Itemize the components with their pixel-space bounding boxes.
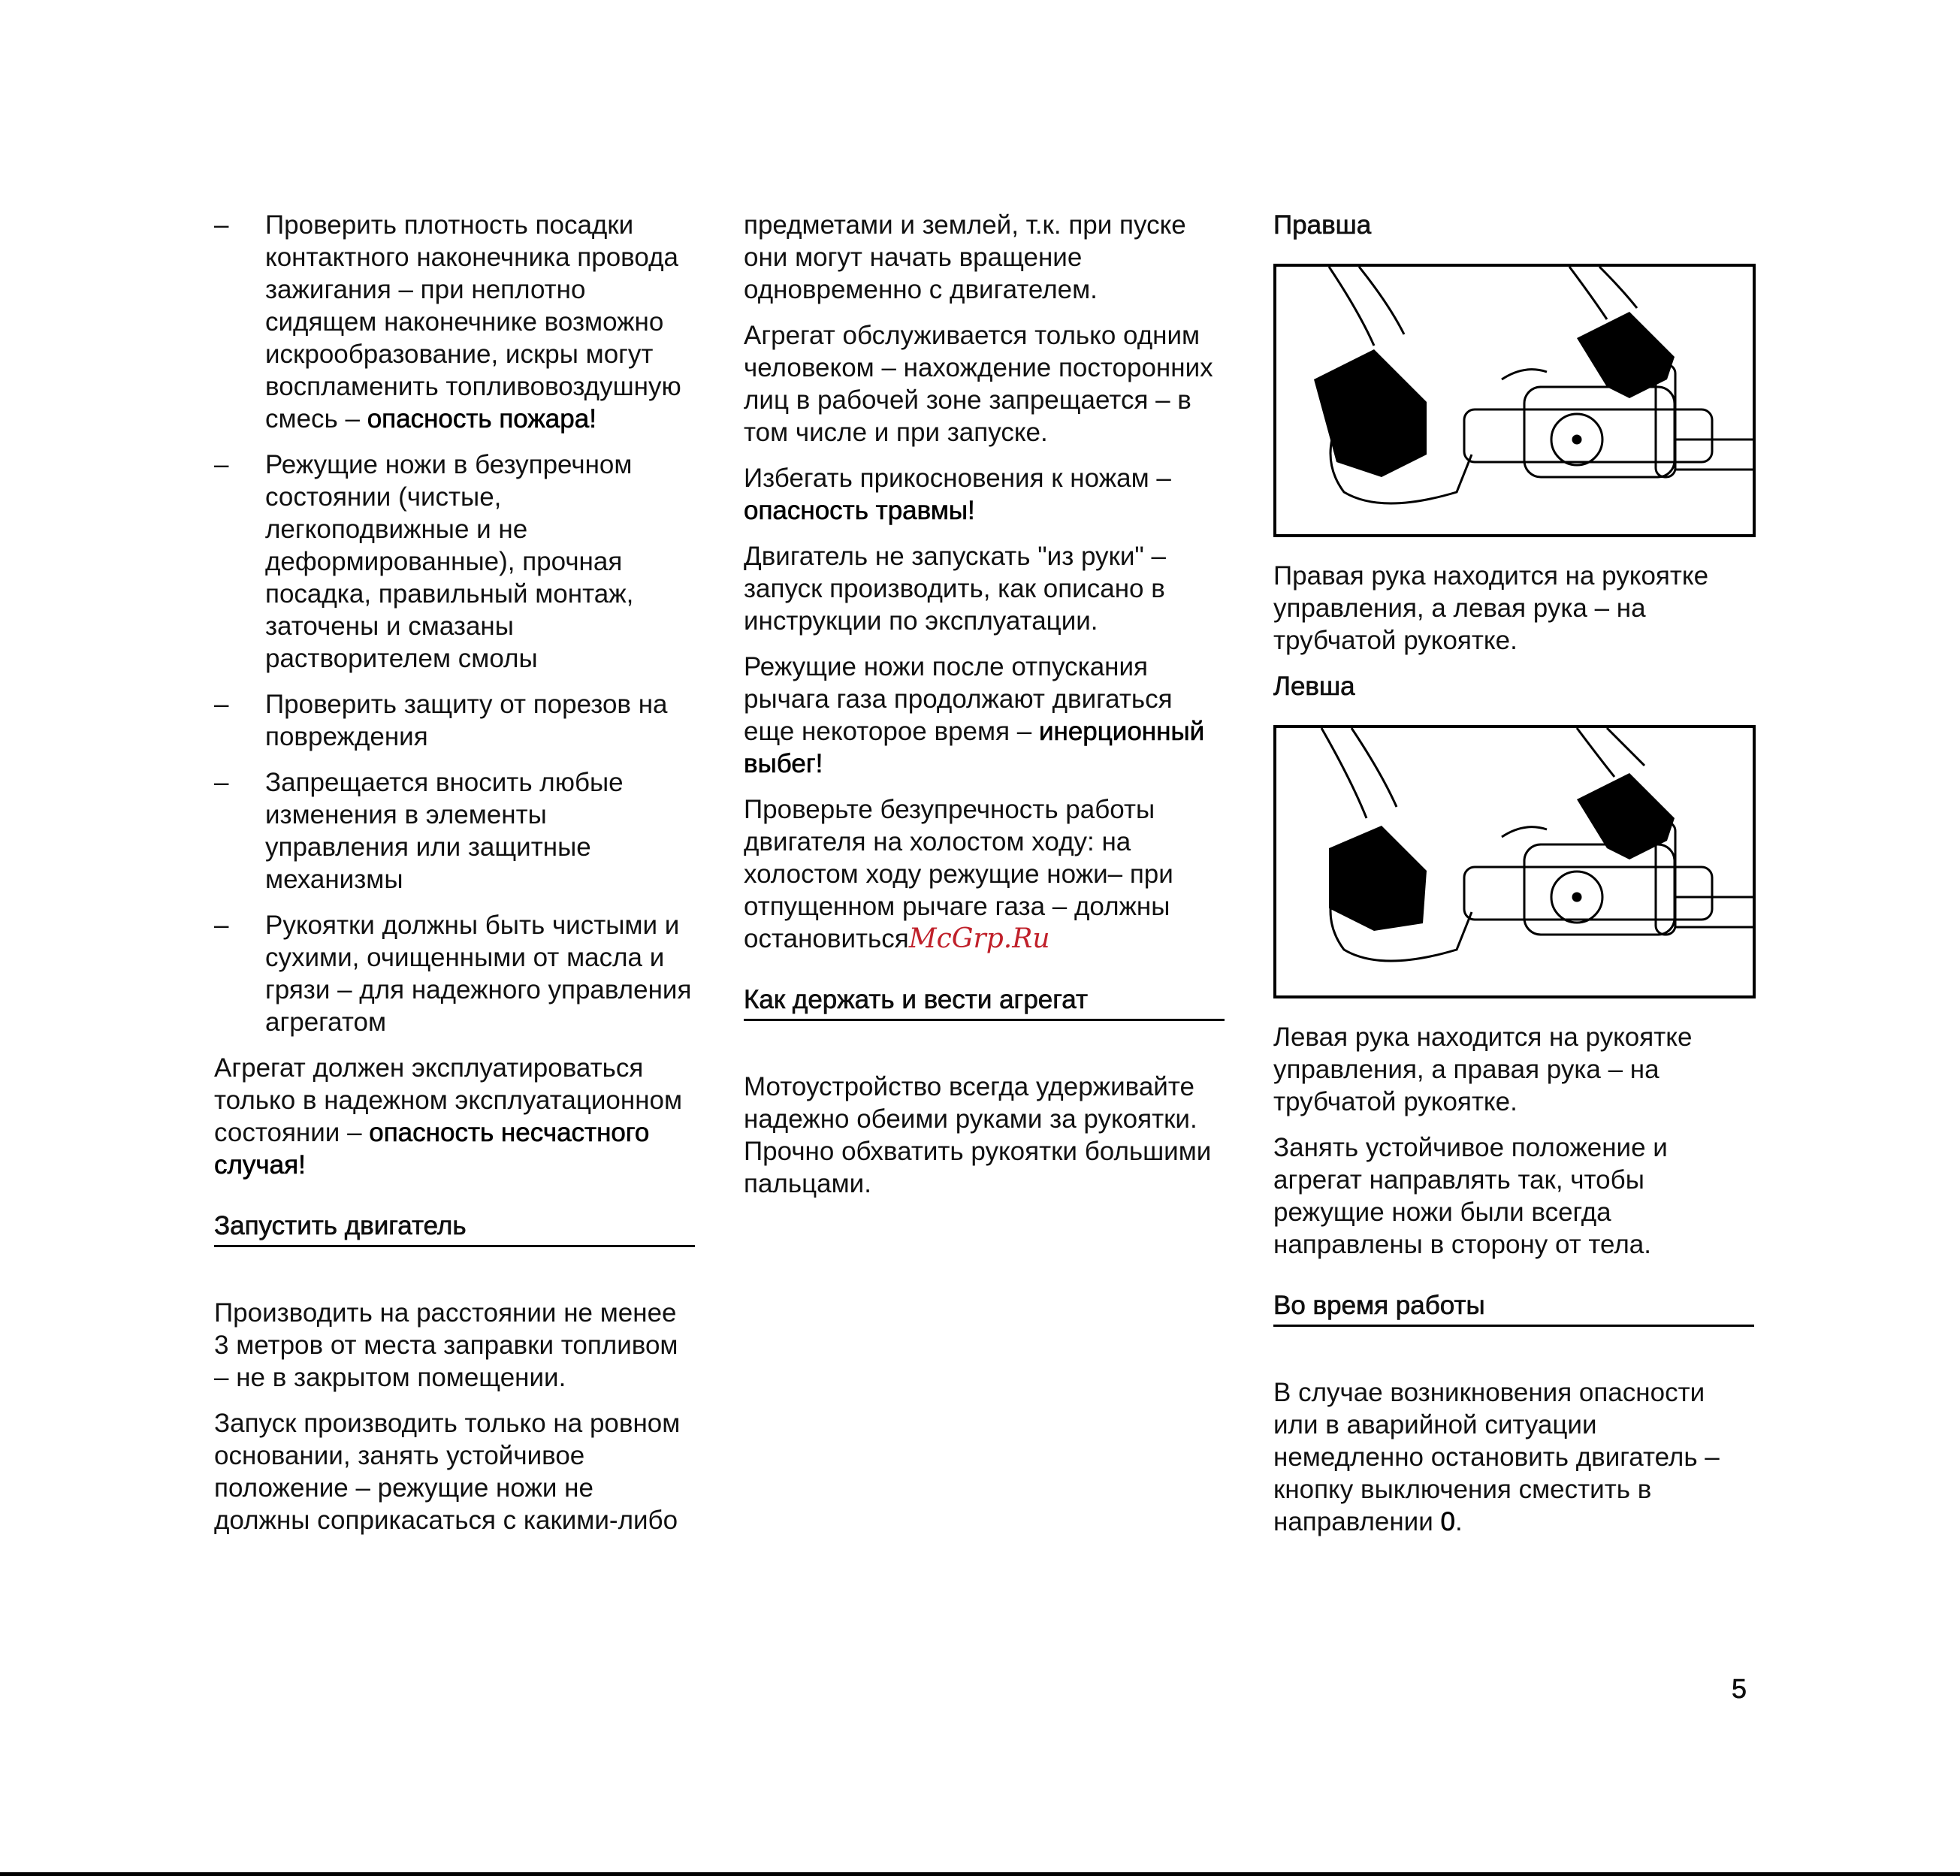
warning-injury: опасность травмы! xyxy=(744,496,975,525)
switch-position-zero: 0 xyxy=(1440,1507,1455,1536)
list-item: – Запрещается вносить любые изменения в элементы управления или защитные механизмы xyxy=(214,766,695,896)
paragraph-start-base: Запуск производить только на ровном основании, занять устойчивое положение – режущие ножи не должны соприкасаться с какими-либо xyxy=(214,1409,681,1535)
page-number: 5 xyxy=(1732,1673,1747,1704)
paragraph-idle: Проверьте безупречность работы двигателя на холостом ходу: на холостом ходу режущие ножи– при отпущенном рычаге газа – должны остановитьсяMcGrp.Ru xyxy=(744,795,1173,954)
warning-inertia: инерционный выбег! xyxy=(744,717,1205,778)
paragraph-inertia: Режущие ножи после отпускания рычага газа продолжают двигаться еще некоторое время – инерционный выбег! xyxy=(744,652,1205,778)
paragraph-stance: Занять устойчивое положение и агрегат направлять так, чтобы режущие ножи были всегда направлены в сторону от тела. xyxy=(1273,1133,1668,1259)
paragraph-continuation: предметами и землей, т.к. при пуске они могут начать вращение одновременно с двигателем. xyxy=(744,210,1186,304)
paragraph-condition: Агрегат должен эксплуатироваться только в надежном эксплуатационном состоянии – опасность несчастного случая! xyxy=(214,1053,683,1180)
heading-during-work: Во время работы xyxy=(1273,1289,1754,1327)
warning-fire: опасность пожара! xyxy=(367,404,596,434)
heading-right-handed: Правша xyxy=(1273,210,1372,240)
paragraph-danger: В случае возникновения опасности или в аварийной ситуации немедленно остановить двигатель – кнопку выключения сместить в направлении 0. xyxy=(1273,1378,1720,1536)
hedge-trimmer-right-hand-illustration xyxy=(1276,267,1753,534)
list-item: – Рукоятки должны быть чистыми и сухими, очищенными от масла и грязи – для надежного управления агрегатом xyxy=(214,909,695,1038)
watermark: McGrp.Ru xyxy=(908,923,1050,954)
illustration-right-handed xyxy=(1273,264,1756,537)
list-item: – Проверить защиту от порезов на повреждения xyxy=(214,688,695,753)
warning-accident: опасность несчастного случая! xyxy=(214,1118,650,1180)
paragraph-avoid-knives: Избегать прикосновения к ножам – опасность травмы! xyxy=(744,464,1171,525)
column-middle xyxy=(744,209,1225,1213)
caption-right-handed: Правая рука находится на рукоятке управления, а левая рука – на трубчатой рукоятке. xyxy=(1273,561,1709,655)
paragraph-hand-start: Двигатель не запускать "из руки" – запуск производить, как описано в инструкции по эксплуатации. xyxy=(744,542,1167,636)
list-item: – Проверить плотность посадки контактного наконечника провода зажигания – при неплотно сидящем наконечнике возможно искрообразование, искры могут воспламенить топливовоздушную смесь – опасность пожара! xyxy=(214,209,695,435)
heading-start-engine: Запустить двигатель xyxy=(214,1210,695,1247)
caption-left-handed: Левая рука находится на рукоятке управления, а правая рука – на трубчатой рукоятке. xyxy=(1273,1023,1693,1116)
paragraph-distance: Производить на расстоянии не менее 3 метров от места заправки топливом – не в закрытом помещении. xyxy=(214,1298,678,1392)
bottom-rule xyxy=(0,1872,1960,1876)
checklist xyxy=(214,209,695,1038)
column-left xyxy=(214,209,695,1550)
paragraph-hold: Мотоустройство всегда удерживайте надежно обеими руками за рукоятки. Прочно обхватить рукоятки большими пальцами. xyxy=(744,1072,1212,1198)
heading-hold-unit: Как держать и вести агрегат xyxy=(744,983,1225,1021)
column-right xyxy=(1273,209,1754,1551)
heading-left-handed: Левша xyxy=(1273,672,1355,701)
hedge-trimmer-left-hand-illustration xyxy=(1276,728,1753,995)
list-item: – Режущие ножи в безупречном состоянии (чистые, легкоподвижные и не деформированные), прочная посадка, правильный монтаж, заточены и смазаны растворителем смолы xyxy=(214,449,695,675)
paragraph-one-person: Агрегат обслуживается только одним человеком – нахождение посторонних лиц в рабочей зоне запрещается – в том числе и при запуске. xyxy=(744,321,1213,447)
illustration-left-handed xyxy=(1273,725,1756,998)
